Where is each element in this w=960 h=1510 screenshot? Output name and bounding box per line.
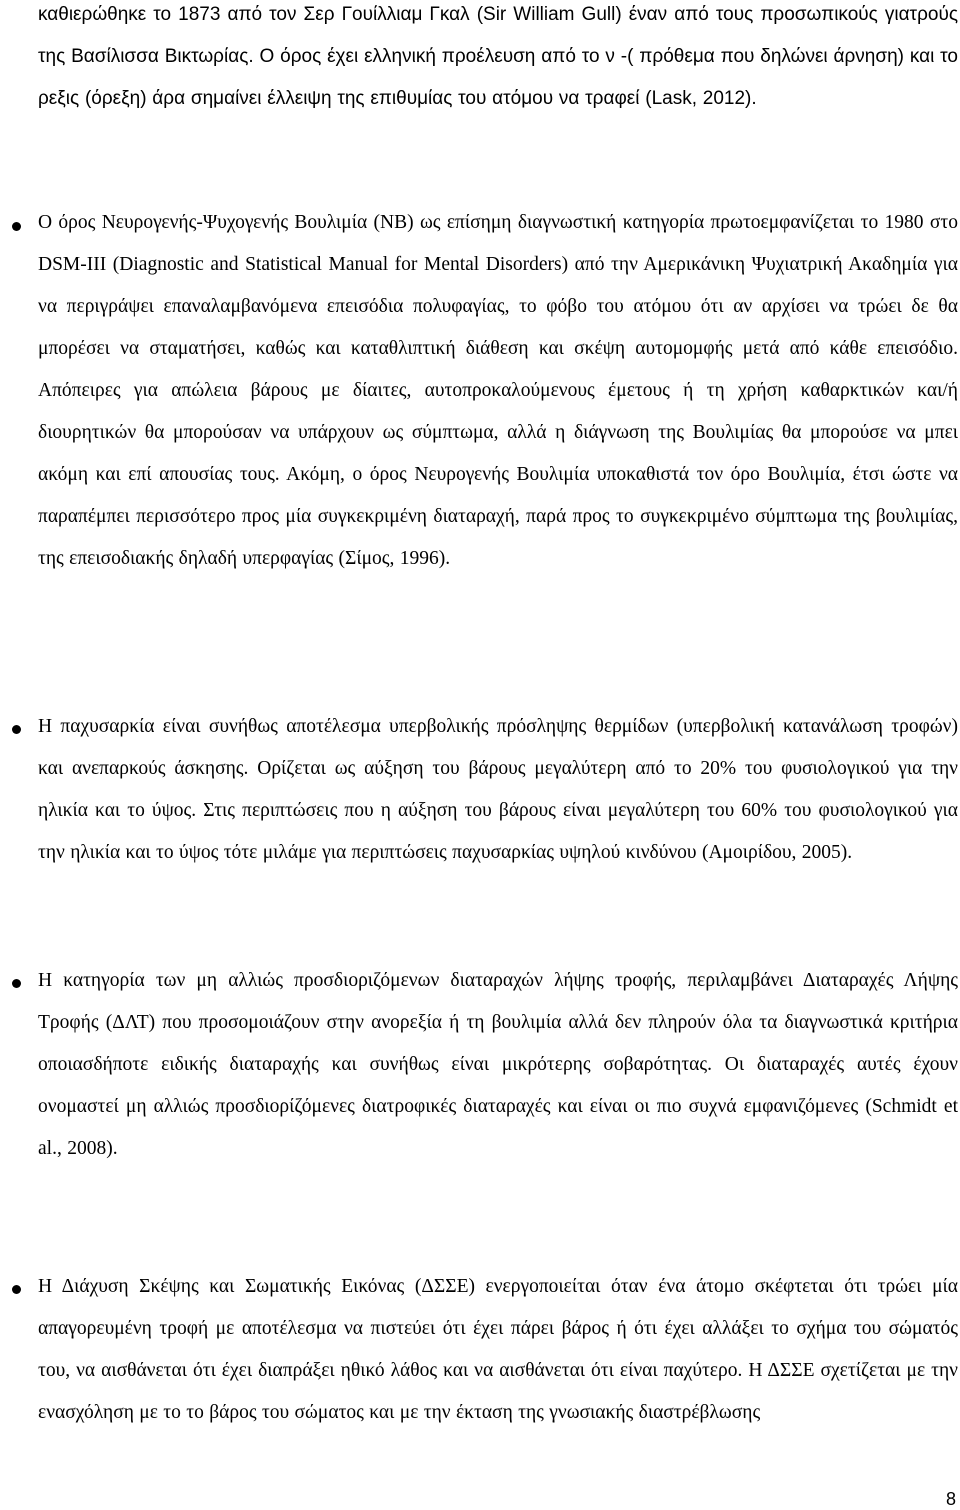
bullet-icon [12,979,21,988]
bullet-tsf: Η Διάχυση Σκέψης και Σωματικής Εικόνας (ΔΣΣΕ) ενεργοποιείται όταν ένα άτομο σκέφτεται ότι τρώει μία απαγορευμένη τροφή με αποτέλεσμα να πιστεύει ότι έχει πάρει βάρος ή ότι έχει αλλάξει το σχήμα του σώματός του, να αισθάνεται ότι έχει διαπράξει ηθικό λάθος και να αισθάνεται ότι είναι παχύτερο. Η ΔΣΣΕ σχετίζεται με την ενασχόληση με το το βάρος του σώματος και με την έκταση της γνωσιακής διαστρέβλωσης [38,1276,958,1423]
bullet-bulimia-nervosa: Ο όρος Νευρογενής-Ψυχογενής Βουλιμία (ΝΒ) ως επίσημη διαγνωστική κατηγορία πρωτοεμφανίζεται το 1980 στο DSM-III (Diagnostic and Statistical Manual for Mental Disorders) από την Αμερικάνικη Ψυχιατρική Ακαδημία για να περιγράψει επαναλαμβανόμενα επεισόδια πολυφαγίας, το φόβο του ατόμου ότι αν αρχίσει να τρώει δε θα μπορέσει να σταματήσει, καθώς και καταθλιπτική διάθεση και σκέψη αυτομομφής μετά από κάθε επεισόδιο. Απόπειρες για απώλεια βάρους με δίαιτες, αυτοπροκαλούμενους έμετους ή τη χρήση καθαρκτικών και/ή διουρητικών θα μπορούσαν να υπάρχουν ως σύμπτωμα, αλλά η διάγνωση της Βουλιμίας θα μπορούσε να μπει ακόμη και επί απουσίας τους. Ακόμη, ο όρος Νευρογενής Βουλιμία υποκαθιστά τον όρο Βουλιμία, έτσι ώστε να παραπέμπει περισσότερο προς μία συγκεκριμένη διαταραχή, παρά προς το συγκεκριμένο σύμπτωμα της βουλιμίας, της επεισοδιακής δηλαδή υπερφαγίας (Σίμος, 1996). [38,212,958,569]
bullet-icon [12,222,21,231]
bullet-icon [12,725,21,734]
bullet-ednos: Η κατηγορία των μη αλλιώς προσδιοριζόμενων διαταραχών λήψης τροφής, περιλαμβάνει Διαταραχές Λήψης Τροφής (ΔΛΤ) που προσομοιάζουν στην ανορεξία ή τη βουλιμία αλλά δεν πληρούν όλα τα διαγνωστικά κριτήρια οποιασδήποτε ειδικής διαταραχής και συνήθως είναι μικρότερης σοβαρότητας. Οι διαταραχές αυτές έχουν ονομαστεί μη αλλιώς προσδιορίζόμενες διατροφικές διαταραχές και είναι οι πιο συχνά εμφανιζόμενες (Schmidt et al., 2008). [38,970,958,1159]
bullet-icon [12,1285,21,1294]
bullet-obesity: Η παχυσαρκία είναι συνήθως αποτέλεσμα υπερβολικής πρόσληψης θερμίδων (υπερβολική κατανάλωση τροφών) και ανεπαρκούς άσκησης. Ορίζεται ως αύξηση του βάρους μεγαλύτερη από το 20% του φυσιολογικού για την ηλικία και το ύψος. Στις περιπτώσεις που η αύξηση του βάρους είναι μεγαλύτερη του 60% του φυσιολογικού για την ηλικία και το ύψος τότε μιλάμε για περιπτώσεις παχυσαρκίας υψηλού κινδύνου (Αμοιρίδου, 2005). [38,716,958,863]
intro-paragraph: καθιερώθηκε το 1873 από τον Σερ Γουίλλιαμ Γκαλ (Sir William Gull) έναν από τους προσωπικούς γιατρούς της Βασίλισσα Βικτωρίας. Ο όρος έχει ελληνική προέλευση από το ν -( πρόθεμα που δηλώνει άρνηση) και το ρεξις (όρεξη) άρα σημαίνει έλλειψη της επιθυμίας του ατόμου να τραφεί (Lask, 2012). [38,4,958,109]
page-number: 8 [945,1489,956,1509]
